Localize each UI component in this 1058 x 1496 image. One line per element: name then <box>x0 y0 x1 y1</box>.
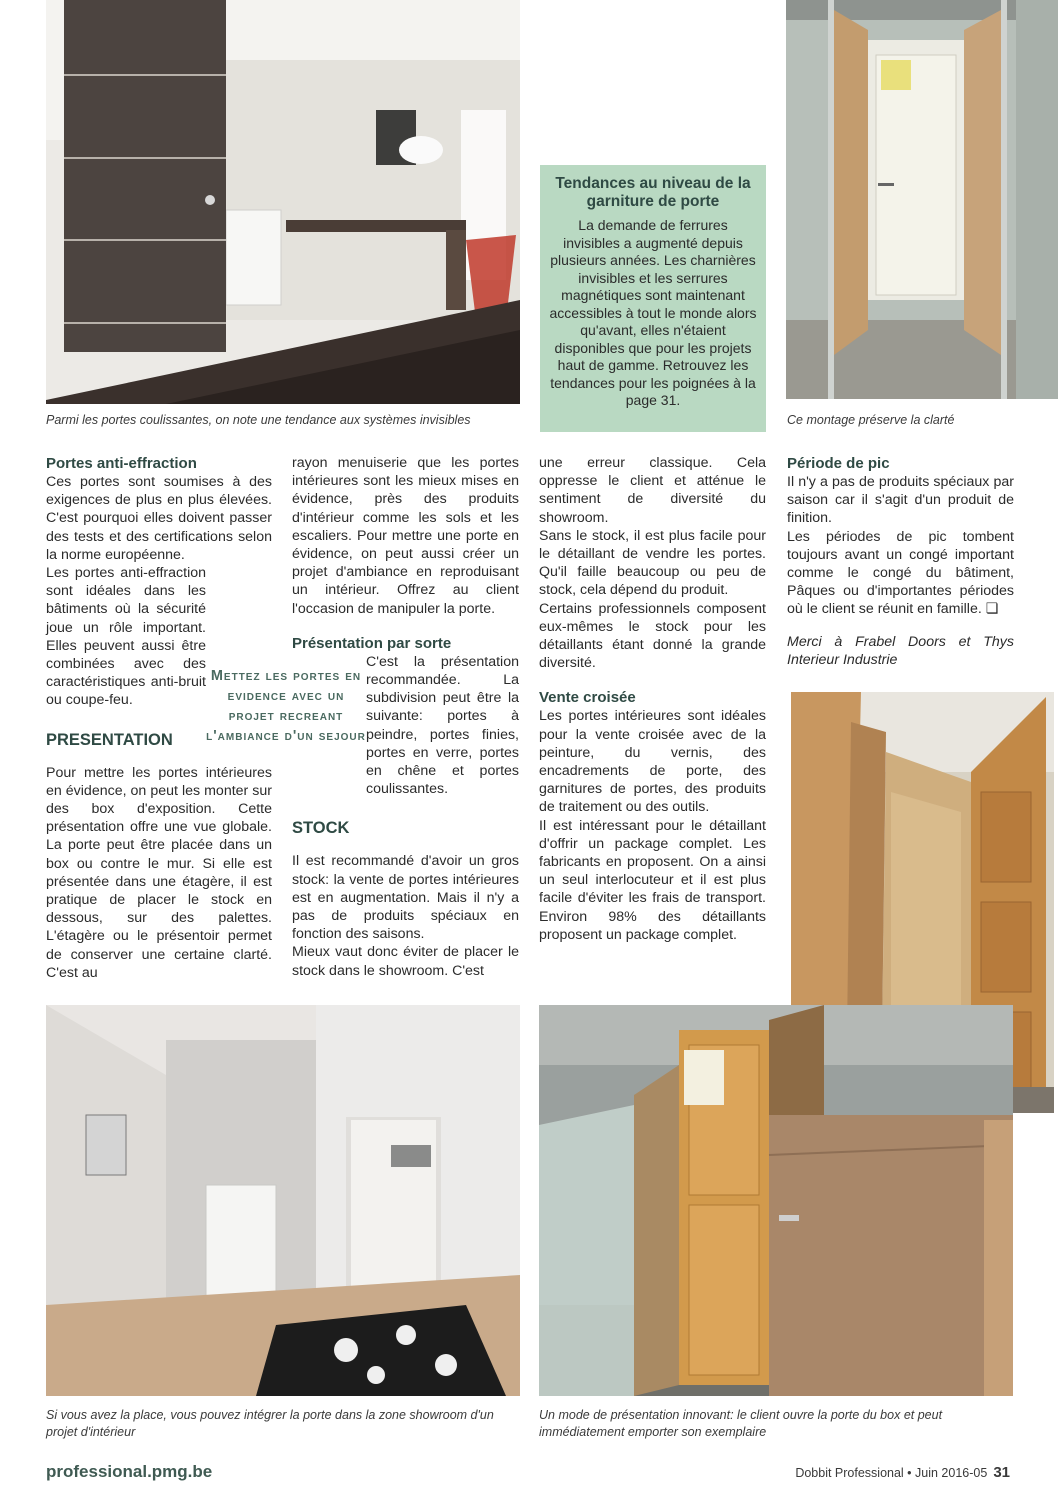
caption-top-left: Parmi les portes coulissantes, on note une tendance aux systèmes invisibles <box>46 413 471 427</box>
sidebar-title: Tendances au niveau de la garniture de porte <box>555 175 751 210</box>
paragraph: Il n'y a pas de produits spéciaux par saison car il s'agit d'un produit de finition. <box>787 474 1014 527</box>
heading-presentation-par-sorte: Présentation par sorte <box>292 634 452 652</box>
page-number: 31 <box>993 1464 1010 1481</box>
paragraph: Ces portes sont soumises à des exigences de plus en plus élevées. C'est pourquoi elles doivent passer des tests et des certifications selon la norme européenne. <box>46 474 272 563</box>
photo-showroom-interior <box>46 1005 520 1396</box>
footer-website[interactable]: professional.pmg.be <box>46 1462 213 1481</box>
end-mark-icon: ❏ <box>985 601 999 618</box>
paragraph: Les portes intérieures sont idéales pour la vente croisée avec de la peinture, du vernis, des encadrements de porte, des garnitures de portes, des produits de traitement ou des outils. <box>539 708 766 816</box>
photo-door-display-boxes <box>539 1005 1013 1396</box>
paragraph-text: Les périodes de pic tombent toujours avant un congé important comme le congé du bâtiment, Pâques ou d'importantes périodes où le client se réunit en famille. <box>787 528 1014 618</box>
heading-presentation: PRESENTATION <box>46 730 173 749</box>
paragraph: Pour mettre les portes intérieures en évidence, on peut les monter sur des box d'exposition. Cette présentation offre une vue globale. La porte peut être placée dans un box ou contre le mur. Si elle est présentée dans une étagère, il est pratique de placer le stock en dessous, sur des palettes. L'étagère ou le présentoir permet de conserver une certaine clarté. C'est au <box>46 764 272 981</box>
article-column-2 <box>292 454 519 980</box>
paragraph: Certains professionnels composent eux-mêmes le stock pour les détaillants étant donné la grande diversité. <box>539 600 766 672</box>
sidebar-box <box>540 165 766 432</box>
caption-top-right: Ce montage préserve la clarté <box>787 413 955 427</box>
paragraph <box>787 528 1014 619</box>
footer-publication <box>795 1464 1010 1481</box>
photo-sliding-door-room <box>46 0 520 404</box>
heading-portes-anti-effraction: Portes anti-effraction <box>46 455 197 472</box>
heading-vente-croisee: Vente croisée <box>539 689 636 707</box>
paragraph: Il est intéressant pour le détaillant d'offrir un package complet. Les fabricants en proposent. On a ainsi un seul interlocuteur et il est plus facile d'éviter les frais de transport. Environ 98% des détaillants proposent un package complet. <box>539 817 766 943</box>
heading-periode-de-pic: Période de pic <box>787 455 890 472</box>
paragraph: Mieux vaut donc éviter de placer le stock dans le showroom. C'est <box>292 944 519 979</box>
heading-stock: STOCK <box>292 819 350 838</box>
article-column-4 <box>787 454 1014 669</box>
publication-name: Dobbit Professional • Juin 2016-05 <box>795 1466 988 1480</box>
credit-line: Merci à Frabel Doors et Thys Interieur Industrie <box>787 633 1014 668</box>
paragraph: Il est recommandé d'avoir un gros stock: la vente de portes intérieures est en augmentation. Mais il n'y a pas de produits spéciaux en fonction des saisons. <box>292 853 519 943</box>
paragraph: C'est la présentation recommandée. La subdivision peut être la suivante: portes à peindre, portes finies, portes en verre, portes en chêne et portes coulissantes. <box>366 653 519 798</box>
paragraph: rayon menuiserie que les portes intérieures sont les mieux mises en évidence, près des produits d'intérieur comme les sols et les escaliers. Pour mettre une porte en évidence, on peut aussi créer un projet d'ambiance en reproduisant un intérieur. Offrez au client l'occasion de manipuler la porte. <box>292 455 519 617</box>
caption-bottom-left: Si vous avez la place, vous pouvez intégrer la porte dans la zone showroom d'un projet d'intérieur <box>46 1408 494 1439</box>
paragraph: Sans le stock, il est plus facile pour le détaillant de vendre les portes. Qu'il faille beaucoup ou peu de stock, cela dépend du produit. <box>539 527 766 599</box>
article-column-3 <box>539 454 766 944</box>
sidebar-body: La demande de ferrures invisibles a augmenté depuis plusieurs années. Les charnières invisibles et les serrures magnétiques sont maintenant accessibles à tout le monde alors qu'avant, elles n'étaient disponibles que pour les projets haut de gamme. Retrouvez les tendances pour les poignées à la page 31. <box>549 217 757 408</box>
paragraph: Les portes anti-effraction sont idéales dans les bâtiments où la sécurité joue un rôle important. Elles peuvent aussi être combinées avec des caractéristiques anti-bruit ou coupe-feu. <box>46 565 206 709</box>
pull-quote: Mettez les portes en evidence avec un projet recreant l'ambiance d'un sejour <box>206 668 366 744</box>
photo-door-box-display <box>786 0 1058 399</box>
paragraph: une erreur classique. Cela oppresse le client et atténue le sentiment de diversité du showroom. <box>539 455 766 526</box>
caption-bottom-right: Un mode de présentation innovant: le client ouvre la porte du box et peut immédiatement emporter son exemplaire <box>539 1408 943 1439</box>
